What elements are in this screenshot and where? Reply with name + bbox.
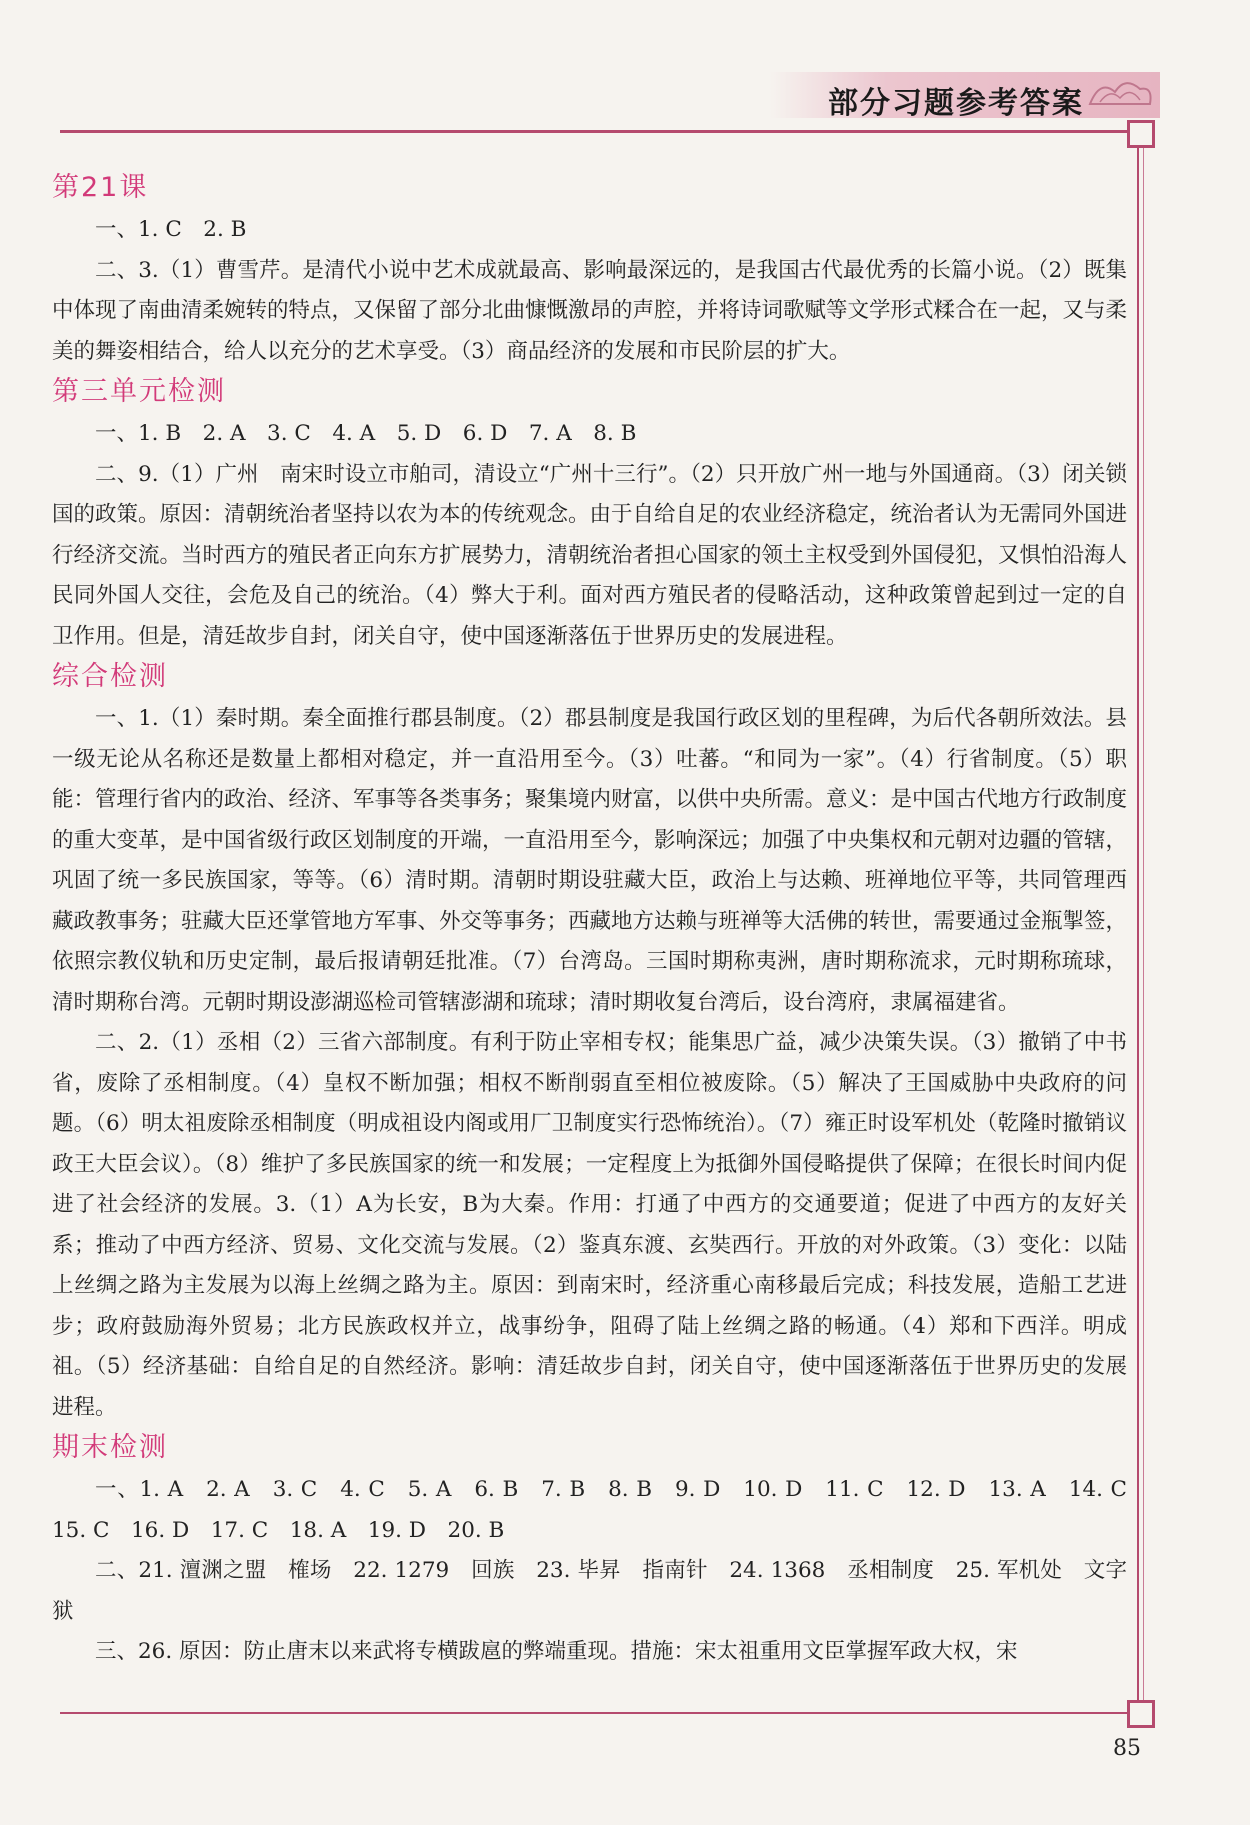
page-header-title: 部分习题参考答案 (828, 86, 1084, 121)
cloud-ornament-icon (1085, 74, 1155, 114)
answer-content (52, 168, 1149, 1673)
answer-paragraph: 三、26. 原因：防止唐末以来武将专横跋扈的弊端重现。措施：宋太祖重用文臣掌握军政大权，宋 (95, 1639, 1018, 1664)
answer-paragraph: 一、1. B 2. A 3. C 4. A 5. D 6. D 7. A 8. B (95, 421, 637, 446)
section-heading: 第21课 (52, 172, 149, 203)
section-unit-3-test (52, 374, 1127, 657)
answer-paragraph: 二、21. 澶渊之盟 榷场 22. 1279 回族 23. 毕昇 指南针 24. 1368 丞相制度 25. 军机处 文字狱 (52, 1558, 1127, 1624)
answer-paragraph: 二、9.（1）广州 南宋时设立市舶司，清设立“广州十三行”。（2）只开放广州一地与外国通商。（3）闭关锁国的政策。原因：清朝统治者坚持以农为本的传统观念。由于自给自足的农业经济稳定，统治者认为无需同外国进行经济交流。当时西方的殖民者正向东方扩展势力，清朝统治者担心国家的领土主权受到外国侵犯，又惧怕沿海人民同外国人交往，会危及自己的统治。（4）弊大于利。面对西方殖民者的侵略活动，这种政策曾起到过一定的自卫作用。但是，清廷故步自封，闭关自守，使中国逐渐落伍于世界历史的发展进程。 (52, 461, 1128, 649)
answer-paragraph: 一、1. A 2. A 3. C 4. C 5. A 6. B 7. B 8. B 9. D 10. D 11. C 12. D 13. A 14. C 15. C 16. D 17. C 18. A 19. D 20. B (52, 1477, 1149, 1543)
frame-right-border (1137, 130, 1139, 1710)
frame-right-border-inner (1143, 130, 1144, 1710)
answer-paragraph: 二、2.（1）丞相（2）三省六部制度。有利于防止宰相专权；能集思广益，减少决策失误。（3）撤销了中书省，废除了丞相制度。（4）皇权不断加强；相权不断削弱直至相位被废除。（5）解决了王国威胁中央政府的问题。（6）明太祖废除丞相制度（明成祖设内阁或用厂卫制度实行恐怖统治）。（7）雍正时设军机处（乾隆时撤销议政王大臣会议）。（8）维护了多民族国家的统一和发展；一定程度上为抵御外国侵略提供了保障；在很长时间内促进了社会经济的发展。3.（1）A为长安，B为大秦。作用：打通了中西方的交通要道；促进了中西方的友好关系；推动了中西方经济、贸易、文化交流与发展。（2）鉴真东渡、玄奘西行。开放的对外政策。（3）变化：以陆上丝绸之路为主发展为以海上丝绸之路为主。原因：到南宋时，经济重心南移最后完成；科技发展，造船工艺进步；政府鼓励海外贸易；北方民族政权并立，战事纷争，阻碍了陆上丝绸之路的畅通。（4）郑和下西洋。明成祖。（5）经济基础：自给自足的自然经济。影响：清廷故步自封，闭关自守，使中国逐渐落伍于世界历史的发展进程。 (52, 1030, 1127, 1420)
section-heading: 综合检测 (52, 661, 168, 692)
section-heading: 第三单元检测 (52, 376, 226, 407)
frame-bottom-border (60, 1712, 1140, 1714)
frame-corner-bottom-right (1127, 1700, 1155, 1728)
frame-top-border (60, 130, 1140, 133)
section-comprehensive-test (52, 659, 1127, 1428)
page-number: 85 (1113, 1736, 1141, 1761)
frame-corner-top-right (1127, 120, 1155, 148)
section-lesson-21 (52, 170, 1127, 372)
answer-paragraph: 一、1.（1）秦时期。秦全面推行郡县制度。（2）郡县制度是我国行政区划的里程碑，为后代各朝所效法。县一级无论从名称还是数量上都相对稳定，并一直沿用至今。（3）吐蕃。“和同为一家”。（4）行省制度。（5）职能：管理行省内的政治、经济、军事等各类事务；聚集境内财富，以供中央所需。意义：是中国古代地方行政制度的重大变革，是中国省级行政区划制度的开端，一直沿用至今，影响深远；加强了中央集权和元朝对边疆的管辖，巩固了统一多民族国家，等等。（6）清时期。清朝时期设驻藏大臣，政治上与达赖、班禅地位平等，共同管理西藏政教事务；驻藏大臣还掌管地方军事、外交等事务；西藏地方达赖与班禅等大活佛的转世，需要通过金瓶掣签，依照宗教仪轨和历史定制，最后报请朝廷批准。（7）台湾岛。三国时期称夷洲，唐时期称流求，元时期称琉球，清时期称台湾。元朝时期设澎湖巡检司管辖澎湖和琉球；清时期收复台湾后，设台湾府，隶属福建省。 (52, 706, 1128, 1015)
section-final-test (52, 1430, 1149, 1673)
section-heading: 期末检测 (52, 1432, 168, 1463)
answer-paragraph: 一、1. C 2. B (95, 217, 247, 242)
answer-paragraph: 二、3.（1）曹雪芹。是清代小说中艺术成就最高、影响最深远的，是我国古代最优秀的长篇小说。（2）既集中体现了南曲清柔婉转的特点，又保留了部分北曲慷慨激昂的声腔，并将诗词歌赋等文学形式糅合在一起，又与柔美的舞姿相结合，给人以充分的艺术享受。（3）商品经济的发展和市民阶层的扩大。 (52, 257, 1128, 364)
